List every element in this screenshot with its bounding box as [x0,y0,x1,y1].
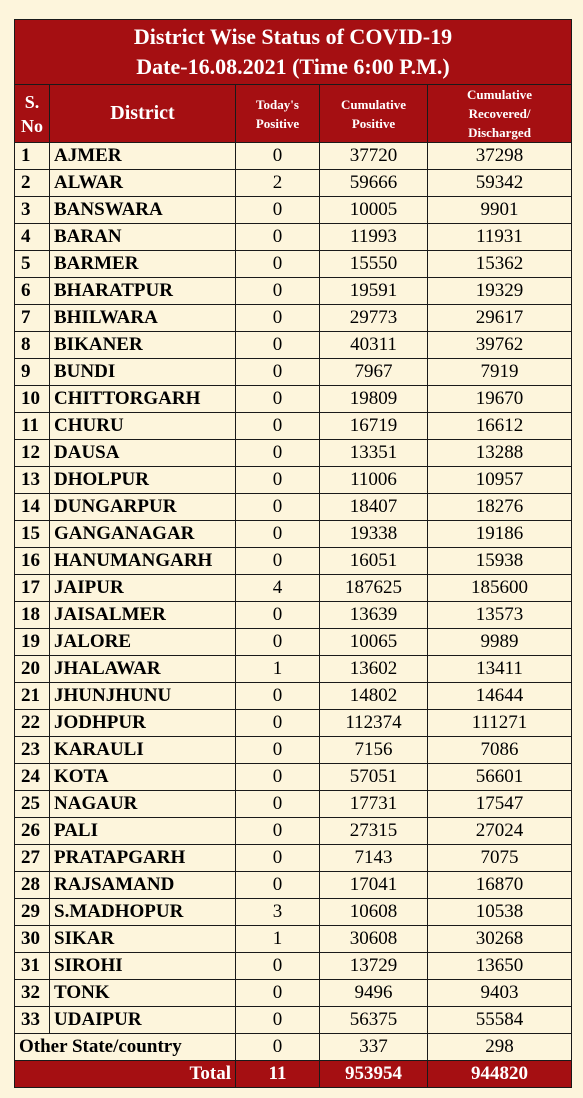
row-district: CHITTORGARH [50,386,236,413]
row-district: BHARATPUR [50,278,236,305]
row-cumulative-positive: 19809 [320,386,428,413]
row-district: BHILWARA [50,305,236,332]
row-district: JAISALMER [50,602,236,629]
header-cumulative-positive: Cumulative Positive [320,85,428,143]
row-cumulative-positive: 29773 [320,305,428,332]
row-todays-positive: 0 [236,332,320,359]
total-cum-recovered: 944820 [428,1061,572,1088]
row-district: JALORE [50,629,236,656]
row-sno: 27 [15,845,50,872]
row-cumulative-positive: 16719 [320,413,428,440]
covid-status-sheet [14,19,571,1088]
row-district: KARAULI [50,737,236,764]
table-row [15,224,572,251]
row-cumulative-positive: 40311 [320,332,428,359]
row-sno: 12 [15,440,50,467]
row-sno: 3 [15,197,50,224]
row-sno: 23 [15,737,50,764]
row-todays-positive: 0 [236,629,320,656]
table-row [15,710,572,737]
row-sno: 15 [15,521,50,548]
row-cumulative-positive: 19338 [320,521,428,548]
row-todays-positive: 0 [236,359,320,386]
row-cumulative-positive: 17041 [320,872,428,899]
table-row [15,494,572,521]
row-district: HANUMANGARH [50,548,236,575]
row-sno: 21 [15,683,50,710]
row-todays-positive: 0 [236,521,320,548]
row-sno: 10 [15,386,50,413]
row-cumulative-positive: 14802 [320,683,428,710]
table-row [15,899,572,926]
table-row [15,791,572,818]
row-cumulative-positive: 57051 [320,764,428,791]
table-row [15,143,572,170]
row-todays-positive: 3 [236,899,320,926]
row-district: TONK [50,980,236,1007]
row-sno: 7 [15,305,50,332]
row-cumulative-positive: 10005 [320,197,428,224]
row-todays-positive: 0 [236,953,320,980]
table-row [15,386,572,413]
row-todays-positive: 0 [236,683,320,710]
row-sno: 8 [15,332,50,359]
table-row [15,980,572,1007]
row-todays-positive: 0 [236,791,320,818]
row-cumulative-recovered: 10538 [428,899,572,926]
row-cumulative-positive: 16051 [320,548,428,575]
row-cumulative-recovered: 30268 [428,926,572,953]
row-district: PRATAPGARH [50,845,236,872]
title-line-1: District Wise Status of COVID-19 [133,24,453,49]
row-cumulative-recovered: 9901 [428,197,572,224]
row-district: AJMER [50,143,236,170]
row-sno: 11 [15,413,50,440]
row-sno: 9 [15,359,50,386]
table-row [15,683,572,710]
row-cumulative-positive: 18407 [320,494,428,521]
row-todays-positive: 0 [236,737,320,764]
row-todays-positive: 0 [236,872,320,899]
district-status-table [14,19,572,1088]
row-district: SIROHI [50,953,236,980]
row-sno: 20 [15,656,50,683]
row-sno: 30 [15,926,50,953]
table-row [15,278,572,305]
row-sno: 29 [15,899,50,926]
table-row [15,872,572,899]
table-row [15,845,572,872]
table-row [15,170,572,197]
row-cumulative-recovered: 19329 [428,278,572,305]
row-todays-positive: 0 [236,143,320,170]
row-cumulative-positive: 56375 [320,1007,428,1034]
row-todays-positive: 0 [236,980,320,1007]
row-sno: 28 [15,872,50,899]
district-rows [15,143,572,1034]
row-sno: 1 [15,143,50,170]
row-district: RAJSAMAND [50,872,236,899]
row-todays-positive: 0 [236,494,320,521]
row-cumulative-positive: 7143 [320,845,428,872]
row-todays-positive: 0 [236,548,320,575]
row-cumulative-recovered: 19186 [428,521,572,548]
row-cumulative-recovered: 59342 [428,170,572,197]
row-district: JHUNJHUNU [50,683,236,710]
table-row [15,656,572,683]
table-row [15,521,572,548]
row-todays-positive: 0 [236,1007,320,1034]
total-today: 11 [236,1061,320,1088]
row-sno: 2 [15,170,50,197]
row-cumulative-recovered: 185600 [428,575,572,602]
table-row [15,440,572,467]
row-cumulative-recovered: 9989 [428,629,572,656]
row-todays-positive: 0 [236,305,320,332]
row-cumulative-recovered: 13411 [428,656,572,683]
table-title [15,20,572,85]
other-state-label: Other State/country [15,1034,236,1061]
row-todays-positive: 1 [236,656,320,683]
row-sno: 33 [15,1007,50,1034]
row-todays-positive: 0 [236,386,320,413]
row-todays-positive: 0 [236,467,320,494]
row-todays-positive: 1 [236,926,320,953]
row-cumulative-recovered: 16612 [428,413,572,440]
row-district: DHOLPUR [50,467,236,494]
row-district: S.MADHOPUR [50,899,236,926]
row-cumulative-recovered: 19670 [428,386,572,413]
row-cumulative-positive: 9496 [320,980,428,1007]
row-cumulative-recovered: 14644 [428,683,572,710]
row-cumulative-recovered: 29617 [428,305,572,332]
row-cumulative-positive: 7156 [320,737,428,764]
row-sno: 13 [15,467,50,494]
row-todays-positive: 4 [236,575,320,602]
row-cumulative-recovered: 9403 [428,980,572,1007]
title-line-2: Date-16.08.2021 (Time 6:00 P.M.) [136,54,450,79]
row-todays-positive: 0 [236,413,320,440]
header-sno: S. No [15,85,50,143]
row-cumulative-positive: 10608 [320,899,428,926]
row-cumulative-positive: 13602 [320,656,428,683]
row-todays-positive: 0 [236,818,320,845]
row-district: ALWAR [50,170,236,197]
row-cumulative-positive: 59666 [320,170,428,197]
table-row [15,602,572,629]
column-header-row [15,85,572,143]
row-todays-positive: 2 [236,170,320,197]
row-district: DUNGARPUR [50,494,236,521]
row-cumulative-positive: 15550 [320,251,428,278]
other-today: 0 [236,1034,320,1061]
total-row [15,1061,572,1088]
row-cumulative-recovered: 17547 [428,791,572,818]
table-row [15,629,572,656]
row-todays-positive: 0 [236,710,320,737]
row-sno: 17 [15,575,50,602]
row-todays-positive: 0 [236,440,320,467]
row-district: BUNDI [50,359,236,386]
row-sno: 31 [15,953,50,980]
row-cumulative-recovered: 7075 [428,845,572,872]
row-sno: 24 [15,764,50,791]
row-sno: 5 [15,251,50,278]
row-district: BANSWARA [50,197,236,224]
total-cum-positive: 953954 [320,1061,428,1088]
other-cum-recovered: 298 [428,1034,572,1061]
row-cumulative-positive: 11006 [320,467,428,494]
row-district: JHALAWAR [50,656,236,683]
row-todays-positive: 0 [236,197,320,224]
table-row [15,413,572,440]
row-cumulative-recovered: 13573 [428,602,572,629]
row-district: CHURU [50,413,236,440]
row-cumulative-positive: 7967 [320,359,428,386]
row-cumulative-recovered: 13288 [428,440,572,467]
row-cumulative-recovered: 111271 [428,710,572,737]
row-sno: 18 [15,602,50,629]
table-row [15,197,572,224]
row-district: BIKANER [50,332,236,359]
row-cumulative-positive: 11993 [320,224,428,251]
row-cumulative-recovered: 27024 [428,818,572,845]
row-sno: 6 [15,278,50,305]
row-cumulative-positive: 27315 [320,818,428,845]
header-todays-positive: Today's Positive [236,85,320,143]
row-cumulative-recovered: 10957 [428,467,572,494]
row-cumulative-recovered: 15362 [428,251,572,278]
header-cumulative-recovered: Cumulative Recovered/ Discharged [428,85,572,143]
row-sno: 26 [15,818,50,845]
row-cumulative-recovered: 55584 [428,1007,572,1034]
row-todays-positive: 0 [236,602,320,629]
row-cumulative-recovered: 56601 [428,764,572,791]
row-cumulative-recovered: 13650 [428,953,572,980]
table-row [15,251,572,278]
row-district: UDAIPUR [50,1007,236,1034]
row-district: JODHPUR [50,710,236,737]
row-sno: 14 [15,494,50,521]
row-cumulative-recovered: 18276 [428,494,572,521]
row-cumulative-recovered: 11931 [428,224,572,251]
table-row [15,737,572,764]
row-district: JAIPUR [50,575,236,602]
total-label: Total [15,1061,236,1088]
row-cumulative-positive: 13729 [320,953,428,980]
other-cum-positive: 337 [320,1034,428,1061]
table-row [15,1007,572,1034]
row-cumulative-positive: 112374 [320,710,428,737]
row-district: PALI [50,818,236,845]
table-row [15,467,572,494]
row-cumulative-positive: 13639 [320,602,428,629]
row-cumulative-recovered: 37298 [428,143,572,170]
row-todays-positive: 0 [236,224,320,251]
row-sno: 25 [15,791,50,818]
table-row [15,332,572,359]
row-todays-positive: 0 [236,764,320,791]
row-cumulative-positive: 187625 [320,575,428,602]
row-district: KOTA [50,764,236,791]
row-cumulative-positive: 19591 [320,278,428,305]
table-row [15,548,572,575]
table-row [15,926,572,953]
row-district: GANGANAGAR [50,521,236,548]
header-district: District [50,85,236,143]
row-district: BARMER [50,251,236,278]
row-cumulative-recovered: 15938 [428,548,572,575]
row-cumulative-recovered: 7919 [428,359,572,386]
other-state-row [15,1034,572,1061]
table-row [15,305,572,332]
row-sno: 4 [15,224,50,251]
table-row [15,359,572,386]
row-cumulative-positive: 37720 [320,143,428,170]
row-sno: 16 [15,548,50,575]
row-cumulative-positive: 10065 [320,629,428,656]
row-cumulative-recovered: 39762 [428,332,572,359]
table-row [15,575,572,602]
row-cumulative-positive: 17731 [320,791,428,818]
row-district: DAUSA [50,440,236,467]
table-row [15,818,572,845]
table-row [15,953,572,980]
row-cumulative-recovered: 7086 [428,737,572,764]
table-row [15,764,572,791]
row-todays-positive: 0 [236,251,320,278]
row-cumulative-positive: 13351 [320,440,428,467]
row-cumulative-recovered: 16870 [428,872,572,899]
row-sno: 22 [15,710,50,737]
row-district: BARAN [50,224,236,251]
row-district: SIKAR [50,926,236,953]
row-cumulative-positive: 30608 [320,926,428,953]
row-sno: 19 [15,629,50,656]
row-sno: 32 [15,980,50,1007]
row-todays-positive: 0 [236,278,320,305]
row-todays-positive: 0 [236,845,320,872]
row-district: NAGAUR [50,791,236,818]
